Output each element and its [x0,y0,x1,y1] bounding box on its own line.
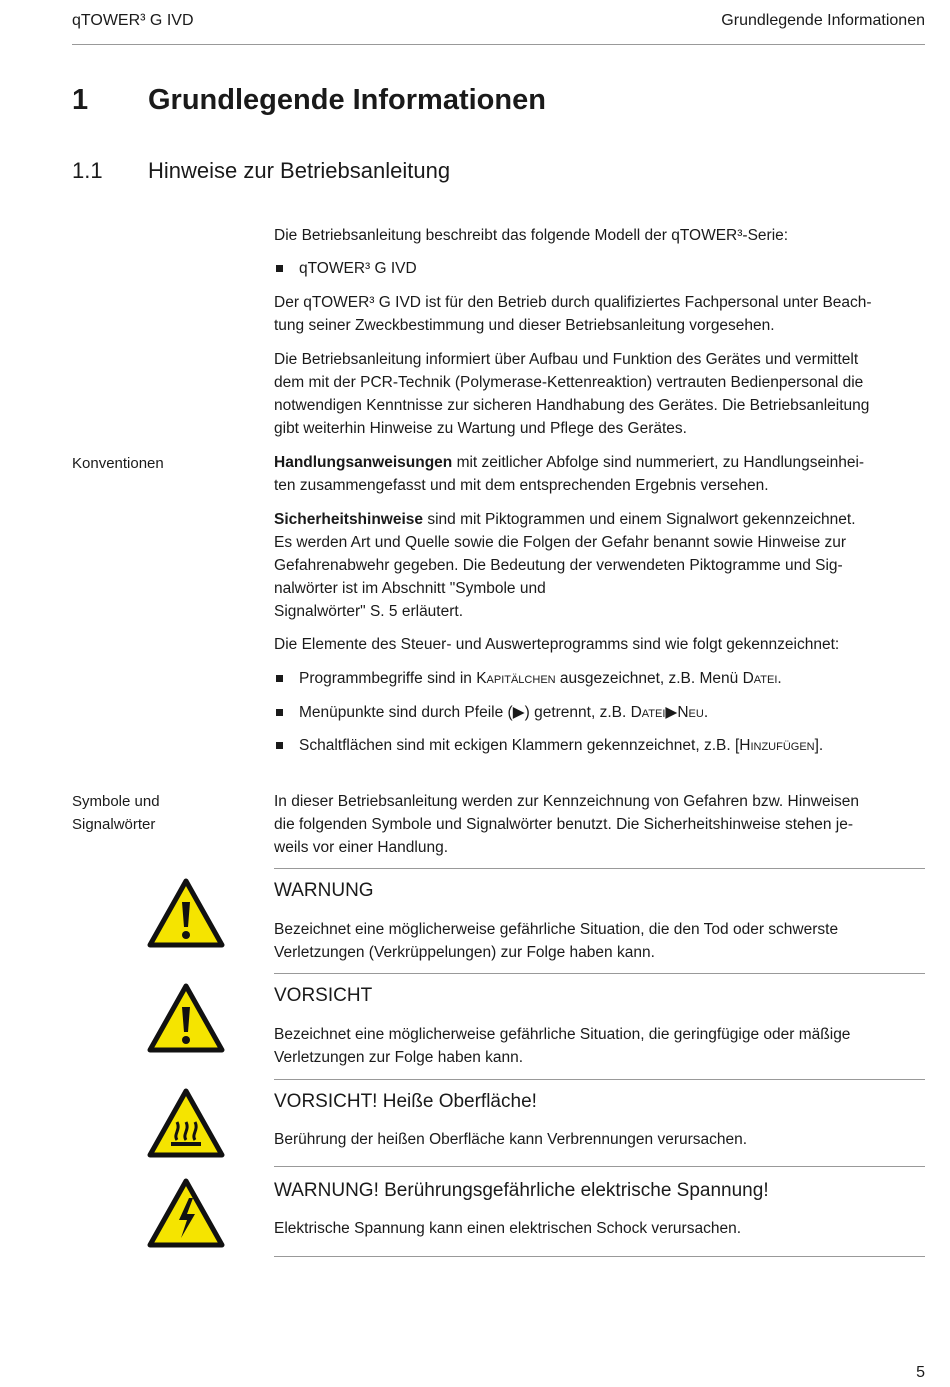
chapter-title: Grundlegende Informationen [148,84,546,116]
signal-divider [274,868,925,869]
signal-divider [274,1166,925,1167]
signal-text-hot-surface: Berührung der heißen Oberfläche kann Verbrennungen verursachen. [274,1131,748,1148]
signal-title-hot-surface: VORSICHT! Heiße Oberfläche! [274,1091,537,1112]
konventionen-paragraph-2: Sicherheitshinweise sind mit Piktogrammen und einem Signalwort gekennzeichnet. Es werden Art und Quelle sowie die Folgen der Gefahr benannt sowie Hinweise zur Gefahrenabwehr gegeben. Die Bedeutung der verwendeten Piktogramme und Sig- nalwörter ist im Abschnitt "Symbole und Signalwörter" S. 5 erläutert. [274,511,856,620]
page-number: 5 [916,1364,925,1381]
running-header-left: qTOWER³ G IVD [72,12,194,29]
electric-voltage-icon [147,1178,225,1248]
konventionen-bullet-3: Schaltflächen sind mit eckigen Klammern gekennzeichnet, z.B. [Hinzufügen]. [274,734,924,757]
intro-bullet: qTOWER³ G IVD [274,257,924,280]
intro-paragraph-3: Die Betriebsanleitung informiert über Aufbau und Funktion des Gerätes und vermittelt dem mit der PCR-Technik (Polymerase-Kettenreaktion) vertrauten Bedienpersonal die notwendigen Kenntnisse zur sicheren Handhabung des Gerätes. Die Betriebsanleitung gibt weiterhin Hinweise zu Wartung und Pflege des Gerätes. [274,351,870,437]
signal-text-electric: Elektrische Spannung kann einen elektrischen Schock verursachen. [274,1220,741,1237]
konventionen-bullet-1: Programmbegriffe sind in Kapitälchen ausgezeichnet, z.B. Menü Datei. [274,667,924,690]
hot-surface-icon [147,1088,225,1158]
symbole-paragraph: In dieser Betriebsanleitung werden zur Kennzeichnung von Gefahren bzw. Hinweisen die folgenden Symbole und Signalwörter benutzt. Die Sicherheitshinweise stehen je- weils vor einer Handlung. [274,793,860,856]
konventionen-bullet-2: Menüpunkte sind durch Pfeile (▶) getrennt, z.B. Datei▶Neu. [274,701,924,724]
section-number: 1.1 [72,158,103,183]
chapter-number: 1 [72,84,89,116]
section-title: Hinweise zur Betriebsanleitung [148,158,451,183]
header-divider [72,44,925,45]
signal-divider [274,1079,925,1080]
signal-title-vorsicht: VORSICHT [274,985,373,1006]
konventionen-paragraph-3: Die Elemente des Steuer- und Auswerteprogramms sind wie folgt gekennzeichnet: [274,636,840,653]
chapter-heading [72,84,546,117]
section-heading [72,158,450,184]
symbole-label: Symbole und Signalwörter [72,793,160,833]
menu-arrow-icon: ▶ [665,704,678,721]
signal-text-vorsicht: Bezeichnet eine möglicherweise gefährliche Situation, die geringfügige oder mäßige Verletzungen zur Folge haben kann. [274,1026,851,1066]
signal-title-electric: WARNUNG! Berührungsgefährliche elektrische Spannung! [274,1180,769,1201]
intro-paragraph-2: Der qTOWER³ G IVD ist für den Betrieb durch qualifiziertes Fachpersonal unter Beach- tung seiner Zweckbestimmung und dieser Betriebsanleitung vorgesehen. [274,294,872,334]
konventionen-label: Konventionen [72,455,164,472]
signal-divider [274,1256,925,1257]
caution-exclamation-icon [147,983,225,1053]
intro-paragraph-1: Die Betriebsanleitung beschreibt das folgende Modell der qTOWER³-Serie: [274,227,789,244]
warning-exclamation-icon [147,878,225,948]
signal-divider [274,973,925,974]
running-header-right: Grundlegende Informationen [721,12,925,29]
menu-arrow-icon: ▶ [512,704,525,721]
signal-text-warnung: Bezeichnet eine möglicherweise gefährliche Situation, die den Tod oder schwerste Verletzungen (Verkrüppelungen) zur Folge haben kann. [274,921,839,961]
konventionen-paragraph-1: Handlungsanweisungen mit zeitlicher Abfolge sind nummeriert, zu Handlungseinhei- ten zusammengefasst und mit dem entsprechenden Ergebnis versehen. [274,454,865,494]
signal-title-warnung: WARNUNG [274,880,374,901]
